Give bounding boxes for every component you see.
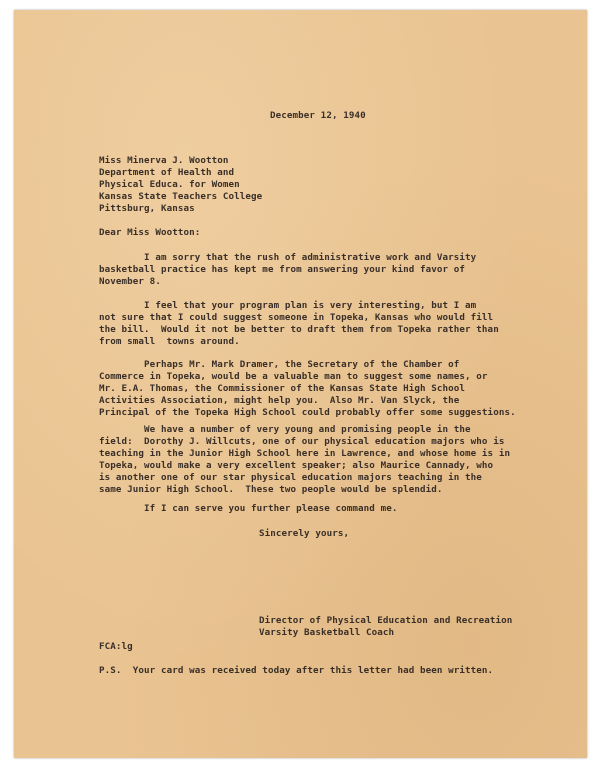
recipient-line: Kansas State Teachers College (99, 191, 263, 202)
paragraph-line: Perhaps Mr. Mark Dramer, the Secretary of the Chamber of (99, 359, 460, 370)
paragraph-line: November 8. (99, 276, 161, 287)
signature-line: Director of Physical Education and Recreation (259, 615, 513, 626)
paragraph-line: Topeka, would make a very excellent speaker; also Maurice Cannady, who (99, 460, 494, 471)
paragraph-line: I am sorry that the rush of administrative work and Varsity (99, 252, 477, 263)
paragraph-line: not sure that I could suggest someone in Topeka, Kansas who would fill (99, 312, 494, 323)
recipient-line: Pittsburg, Kansas (99, 203, 195, 214)
recipient-address (99, 155, 262, 215)
paragraph-line: same Junior High School. These two people would be splendid. (99, 484, 443, 495)
paragraph-4 (99, 424, 510, 496)
recipient-line: Miss Minerva J. Wootton (99, 155, 229, 166)
signature-block (259, 615, 512, 639)
paragraph-line: teaching in the Junior High School here in Lawrence, and whose home is in (99, 448, 511, 459)
letter-paper (14, 10, 587, 758)
paragraph-line: We have a number of very young and promising people in the (99, 424, 471, 435)
typist-initials: FCA:lg (99, 641, 133, 652)
letter-date: December 12, 1940 (270, 110, 366, 121)
paragraph-line: I feel that your program plan is very interesting, but I am (99, 300, 477, 311)
closing: Sincerely yours, (259, 528, 350, 539)
paragraph-5 (99, 503, 397, 515)
postscript: P.S. Your card was received today after this letter had been written. (99, 665, 494, 676)
paragraph-line: If I can serve you further please command me. (99, 503, 398, 514)
paragraph-line: from small towns around. (99, 336, 240, 347)
paragraph-line: is another one of our star physical education majors teaching in the (99, 472, 482, 483)
paragraph-2 (99, 300, 499, 348)
paragraph-line: Commerce in Topeka, would be a valuable man to suggest some names, or (99, 371, 488, 382)
paragraph-line: Activities Association, might help you. Also Mr. Van Slyck, the (99, 395, 460, 406)
recipient-line: Department of Health and (99, 167, 235, 178)
signature-line: Varsity Basketball Coach (259, 627, 395, 638)
paragraph-1 (99, 252, 476, 288)
paragraph-line: the bill. Would it not be better to draft them from Topeka rather than (99, 324, 499, 335)
recipient-line: Physical Educa. for Women (99, 179, 240, 190)
paragraph-line: basketball practice has kept me from answering your kind favor of (99, 264, 466, 275)
paragraph-3 (99, 359, 516, 419)
paragraph-line: field: Dorothy J. Willcuts, one of our physical education majors who is (99, 436, 505, 447)
paragraph-line: Mr. E.A. Thomas, the Commissioner of the Kansas State High School (99, 383, 466, 394)
paragraph-line: Principal of the Topeka High School could probably offer some suggestions. (99, 407, 516, 418)
salutation: Dear Miss Wootton: (99, 227, 201, 238)
